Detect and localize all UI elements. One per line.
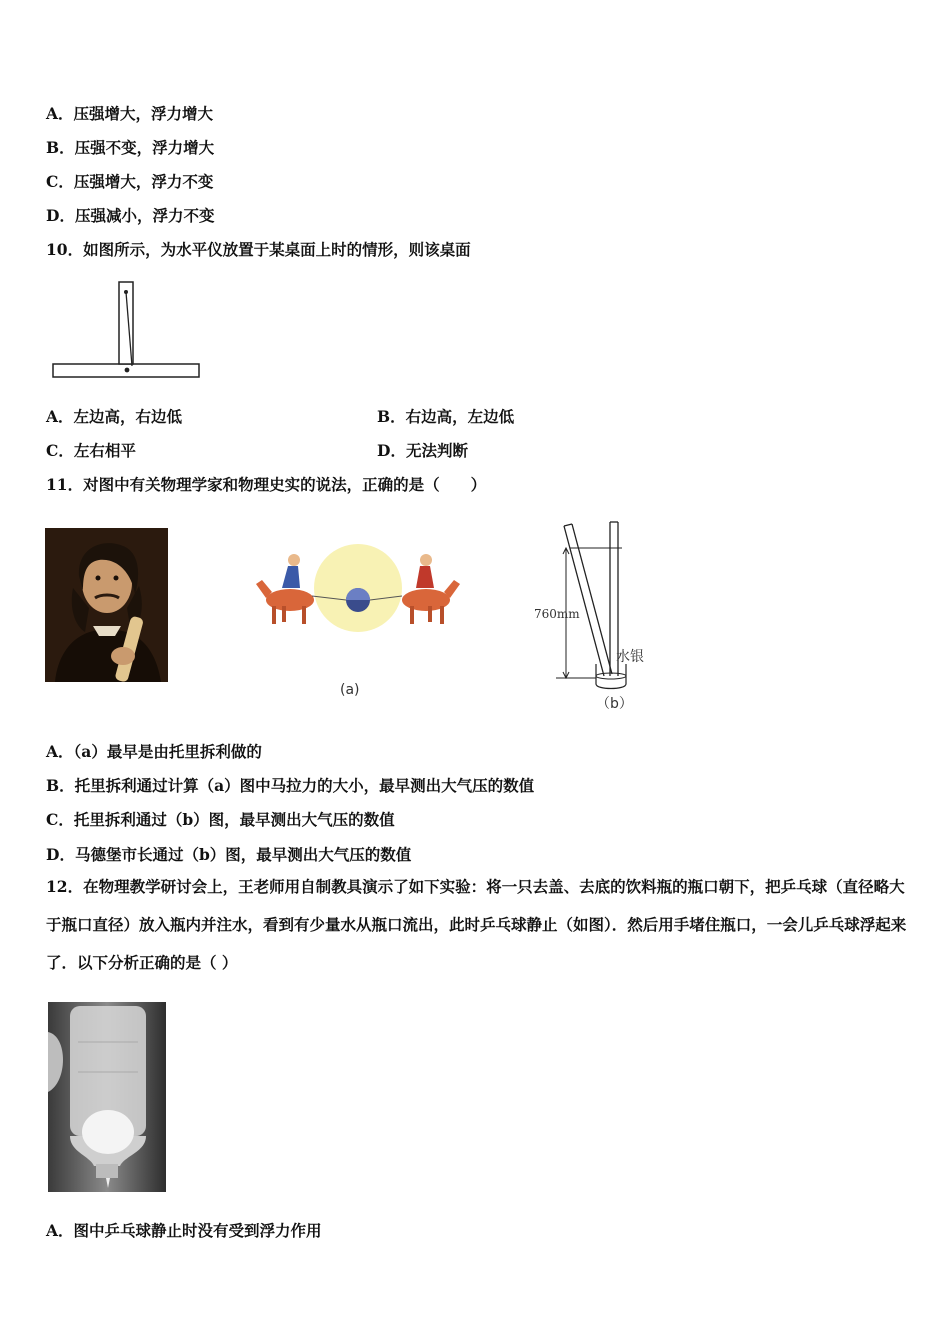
q11-option-d: D．马德堡市长通过（b）图，最早测出大气压的数值	[46, 845, 412, 864]
q10-stem: 10．如图所示，为水平仪放置于某桌面上时的情形，则该桌面	[46, 240, 471, 259]
q9-option-c: C．压强增大，浮力不变	[46, 172, 214, 191]
q9-option-a: A．压强增大，浮力增大	[46, 104, 214, 123]
q11-option-a: A．（a）最早是由托里拆利做的	[46, 742, 262, 761]
height-label: 760mm	[534, 607, 580, 621]
q11-option-b: B．托里拆利通过计算（a）图中马拉力的大小，最早测出大气压的数值	[46, 776, 535, 795]
level-center-mark	[125, 368, 130, 373]
fig-a-caption: (a)	[340, 682, 360, 698]
q12-stem: 12．在物理教学研讨会上，王老师用自制教具演示了如下实验：将一只去盖、去底的饮料瓶的瓶口朝下，把乒乓球（直径略大于瓶口直径）放入瓶内并注水，看到有少量水从瓶口流出，此时乒乓球静止（如图）．然后用手堵住瓶口，一会儿乒乓球浮起来了．以下分析正确的是（ ）	[46, 877, 907, 972]
mercury-label: 水银	[616, 649, 644, 665]
left-horse	[256, 554, 314, 624]
q10-option-b: B．右边高，左边低	[377, 407, 515, 426]
fig-b-caption: （b）	[596, 696, 633, 712]
q9-option-d: D．压强减小，浮力不变	[46, 206, 215, 225]
q10-option-d: D．无法判断	[377, 441, 468, 460]
magdeburg-hemispheres-figure	[250, 540, 465, 640]
torricelli-portrait	[45, 528, 168, 682]
q12-option-a: A．图中乒乓球静止时没有受到浮力作用	[46, 1221, 322, 1240]
q10-option-a: A．左边高，右边低	[46, 407, 183, 426]
right-horse	[402, 554, 460, 624]
q10-option-c: C．左右相平	[46, 441, 136, 460]
pingpong-ball	[82, 1110, 134, 1154]
q11-option-c: C．托里拆利通过（b）图，最早测出大气压的数值	[46, 810, 395, 829]
q11-stem: 11．对图中有关物理学家和物理史实的说法，正确的是（ ）	[46, 475, 487, 494]
bottle-pingpong-photo	[48, 1002, 166, 1192]
q9-option-b: B．压强不变，浮力增大	[46, 138, 215, 157]
spirit-level-figure	[50, 280, 202, 380]
